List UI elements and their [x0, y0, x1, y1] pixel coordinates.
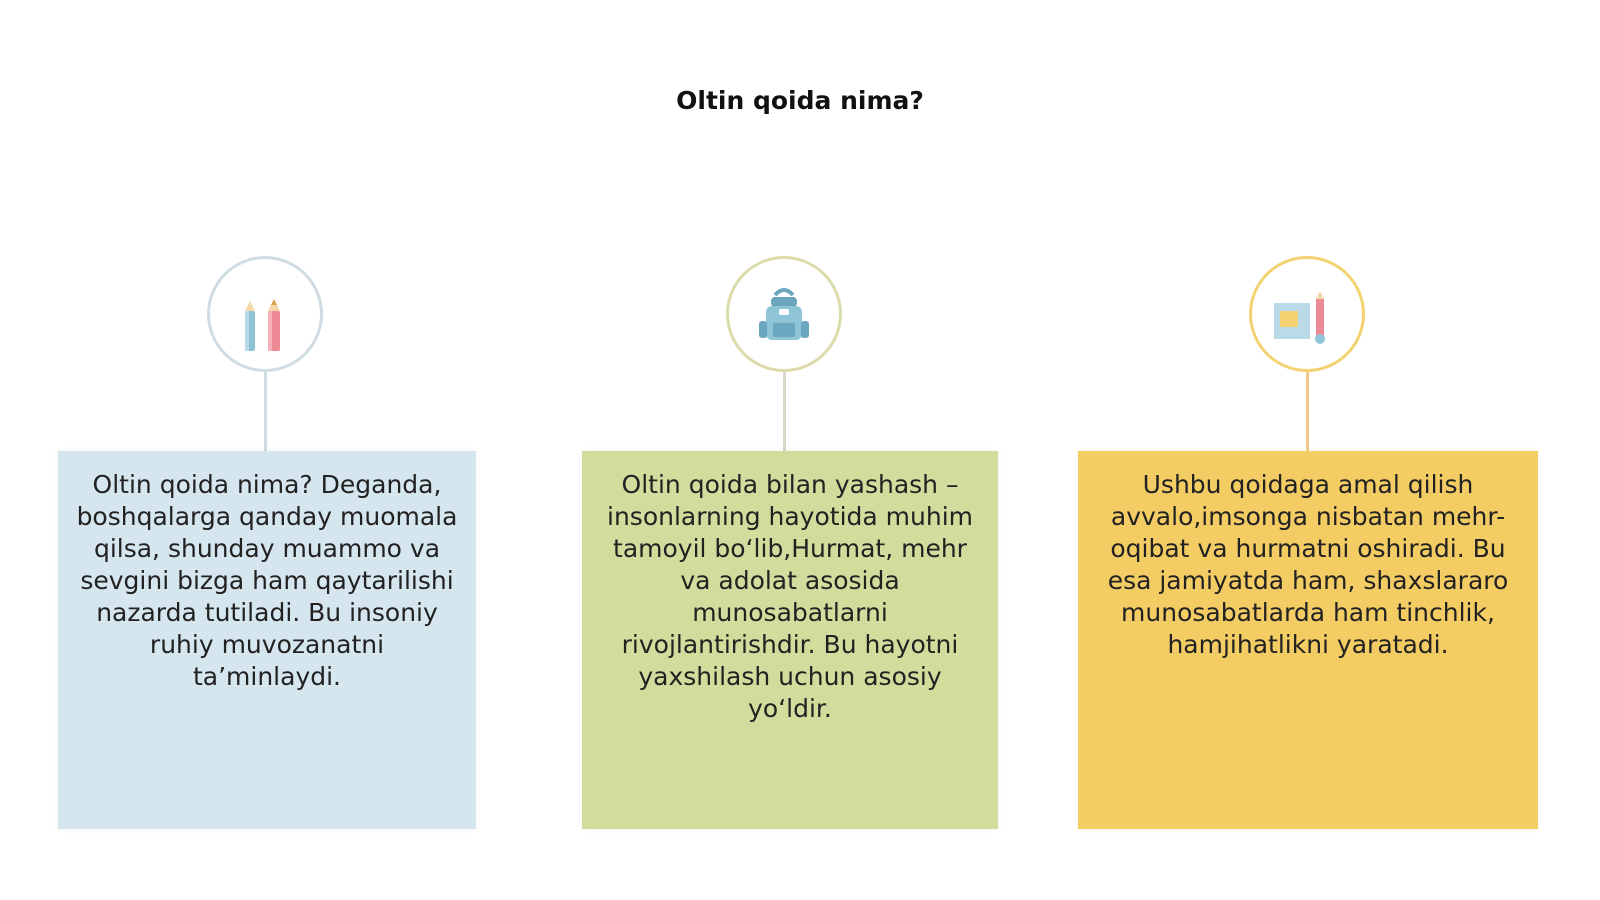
card-text-3: Ushbu qoidaga amal qilish avvalo,imsonga nisbatan mehr-oqibat va hurmatni oshiradi. Bu esa jamiyatda ham, shaxslararo munosabatlarda ham tinchlik, hamjihatlikni yaratadi.	[1107, 470, 1509, 659]
icon-ring-3	[1249, 256, 1365, 372]
backpack-icon	[729, 259, 839, 369]
icon-ring-2	[726, 256, 842, 372]
info-card-3	[1078, 451, 1538, 829]
info-card-2	[582, 451, 998, 829]
page-title: Oltin qoida nima?	[676, 86, 924, 115]
card-text-2: Oltin qoida bilan yashash – insonlarning hayotida muhim tamoyil bo‘lib,Hurmat, mehr va adolat asosida munosabatlarni rivojlantirishdir. Bu hayotni yaxshilash uchun asosiy yo‘ldir.	[607, 470, 973, 723]
connector-line-3	[1306, 372, 1309, 452]
info-card-1	[58, 451, 476, 829]
connector-line-1	[264, 372, 267, 452]
card-text-1: Oltin qoida nima? Deganda, boshqalarga qanday muomala qilsa, shunday muammo va sevgini bizga ham qaytarilishi nazarda tutiladi. Bu insoniy ruhiy muvozanatni ta’minlaydi.	[76, 470, 458, 691]
drawing-icon	[1252, 259, 1362, 369]
pencils-icon	[210, 259, 320, 369]
connector-line-2	[783, 372, 786, 452]
icon-ring-1	[207, 256, 323, 372]
